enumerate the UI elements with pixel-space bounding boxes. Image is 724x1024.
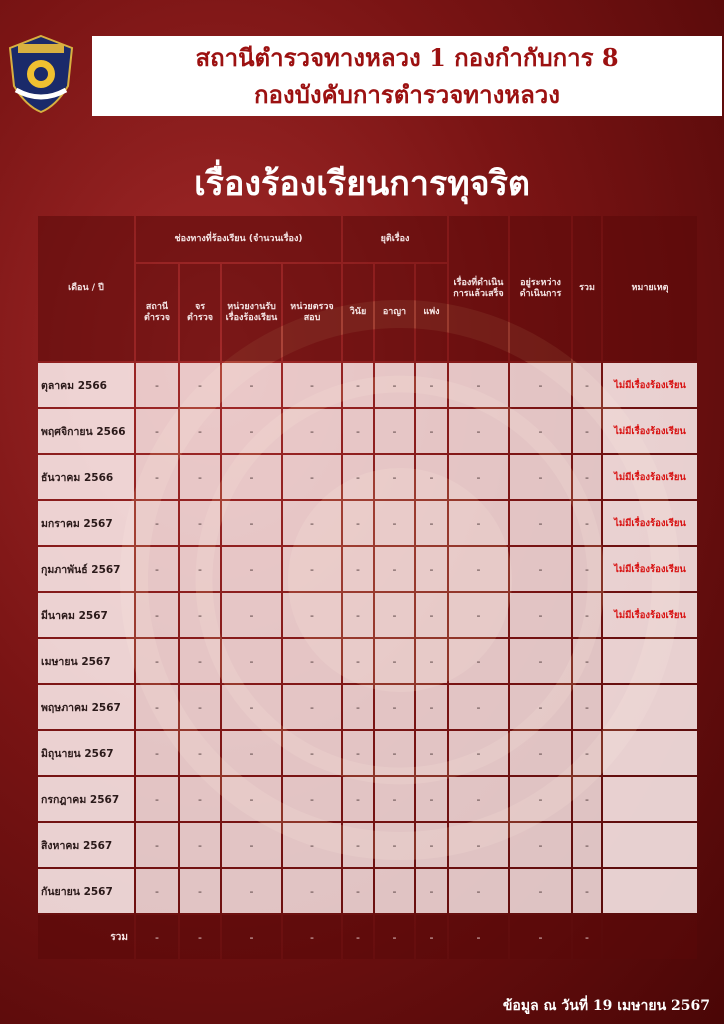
row-remark: ไม่มีเรื่องร้องเรียน: [603, 363, 697, 407]
row-month: ตุลาคม 2566: [38, 363, 134, 407]
table-cell: -: [573, 685, 601, 729]
table-cell: -: [343, 869, 373, 913]
channel-header-agency: หน่วยงานรับเรื่องร้องเรียน: [222, 264, 281, 361]
row-month: เมษายน 2567: [38, 639, 134, 683]
row-remark: ไม่มีเรื่องร้องเรียน: [603, 455, 697, 499]
table-cell: -: [136, 593, 178, 637]
table-cell: -: [136, 363, 178, 407]
table-cell: -: [573, 869, 601, 913]
month-header: เดือน / ปี: [38, 216, 134, 361]
table-cell: -: [375, 593, 414, 637]
table-cell: -: [222, 639, 281, 683]
terminate-header-discipline: วินัย: [343, 264, 373, 361]
table-cell: -: [416, 777, 447, 821]
table-cell: -: [375, 363, 414, 407]
table-cell: -: [510, 685, 571, 729]
table-cell: -: [449, 823, 508, 867]
total-cell: -: [136, 915, 178, 959]
row-remark: ไม่มีเรื่องร้องเรียน: [603, 547, 697, 591]
total-cell: -: [510, 915, 571, 959]
row-month: มกราคม 2567: [38, 501, 134, 545]
table-cell: -: [136, 409, 178, 453]
row-remark: ไม่มีเรื่องร้องเรียน: [603, 501, 697, 545]
table-cell: -: [573, 777, 601, 821]
completed-header: เรื่องที่ดำเนินการแล้วเสร็จ: [449, 216, 508, 361]
table-cell: -: [573, 639, 601, 683]
table-cell: -: [283, 501, 341, 545]
table-cell: -: [283, 455, 341, 499]
table-cell: -: [449, 869, 508, 913]
row-month: สิงหาคม 2567: [38, 823, 134, 867]
channel-header-patrol: จรตำรวจ: [180, 264, 220, 361]
table-cell: -: [136, 869, 178, 913]
terminate-header-civil: แพ่ง: [416, 264, 447, 361]
table-cell: -: [375, 547, 414, 591]
table-cell: -: [510, 777, 571, 821]
table-cell: -: [343, 501, 373, 545]
table-cell: -: [222, 777, 281, 821]
table-cell: -: [343, 731, 373, 775]
table-cell: -: [416, 869, 447, 913]
table-cell: -: [283, 731, 341, 775]
total-cell: -: [283, 915, 341, 959]
table-cell: -: [343, 363, 373, 407]
terminate-header-criminal: อาญา: [375, 264, 414, 361]
table-cell: -: [449, 593, 508, 637]
table-cell: -: [222, 409, 281, 453]
table-cell: -: [222, 685, 281, 729]
table-cell: -: [222, 363, 281, 407]
highway-police-logo: [6, 34, 76, 114]
row-remark: [603, 731, 697, 775]
table-cell: -: [416, 685, 447, 729]
channel-group-header: ช่องทางที่ร้องเรียน (จำนวนเรื่อง): [136, 216, 341, 262]
table-cell: -: [180, 869, 220, 913]
table-cell: -: [416, 593, 447, 637]
table-cell: -: [283, 639, 341, 683]
table-cell: -: [449, 363, 508, 407]
table-cell: -: [283, 409, 341, 453]
table-cell: -: [343, 639, 373, 683]
table-cell: -: [222, 455, 281, 499]
division-name: กองบังคับการตำรวจทางหลวง: [253, 80, 561, 109]
table-cell: -: [222, 823, 281, 867]
table-cell: -: [180, 777, 220, 821]
table-cell: -: [283, 823, 341, 867]
station-name: สถานีตำรวจทางหลวง 1 กองกำกับการ 8: [195, 43, 619, 72]
table-cell: -: [283, 685, 341, 729]
total-cell: -: [180, 915, 220, 959]
row-month: กรกฎาคม 2567: [38, 777, 134, 821]
header-box: [92, 36, 722, 116]
table-cell: -: [416, 409, 447, 453]
row-remark: [603, 869, 697, 913]
table-cell: -: [573, 409, 601, 453]
table-cell: -: [375, 777, 414, 821]
row-remark: ไม่มีเรื่องร้องเรียน: [603, 593, 697, 637]
table-cell: -: [136, 455, 178, 499]
table-cell: -: [510, 869, 571, 913]
table-cell: -: [573, 363, 601, 407]
table-cell: -: [573, 455, 601, 499]
remark-header: หมายเหตุ: [603, 216, 697, 361]
total-cell: -: [343, 915, 373, 959]
table-cell: -: [343, 777, 373, 821]
table-cell: -: [136, 685, 178, 729]
table-cell: -: [510, 363, 571, 407]
channel-header-station: สถานีตำรวจ: [136, 264, 178, 361]
table-cell: -: [136, 501, 178, 545]
table-cell: -: [343, 455, 373, 499]
table-cell: -: [375, 409, 414, 453]
in-progress-header: อยู่ระหว่างดำเนินการ: [510, 216, 571, 361]
table-cell: -: [416, 455, 447, 499]
row-remark: [603, 777, 697, 821]
terminate-group-header: ยุติเรื่อง: [343, 216, 447, 262]
table-cell: -: [343, 409, 373, 453]
table-cell: -: [136, 731, 178, 775]
table-cell: -: [222, 547, 281, 591]
table-cell: -: [180, 501, 220, 545]
table-cell: -: [375, 685, 414, 729]
table-cell: -: [180, 455, 220, 499]
table-cell: -: [136, 777, 178, 821]
total-cell: -: [573, 915, 601, 959]
table-cell: -: [375, 823, 414, 867]
table-cell: -: [416, 547, 447, 591]
table-cell: -: [449, 685, 508, 729]
table-cell: -: [375, 731, 414, 775]
table-cell: -: [283, 593, 341, 637]
table-cell: -: [375, 869, 414, 913]
table-cell: -: [510, 593, 571, 637]
table-cell: -: [449, 639, 508, 683]
table-cell: -: [416, 501, 447, 545]
table-cell: -: [375, 639, 414, 683]
table-cell: -: [416, 823, 447, 867]
row-remark: [603, 639, 697, 683]
row-remark: [603, 823, 697, 867]
table-cell: -: [180, 363, 220, 407]
total-cell: -: [416, 915, 447, 959]
table-cell: -: [222, 501, 281, 545]
table-cell: -: [416, 363, 447, 407]
table-cell: -: [180, 823, 220, 867]
table-cell: -: [510, 823, 571, 867]
table-cell: -: [283, 869, 341, 913]
total-header: รวม: [573, 216, 601, 361]
table-cell: -: [375, 455, 414, 499]
data-date-footer: ข้อมูล ณ วันที่ 19 เมษายน 2567: [502, 998, 710, 1014]
total-cell: -: [449, 915, 508, 959]
row-month: มิถุนายน 2567: [38, 731, 134, 775]
table-cell: -: [573, 823, 601, 867]
table-cell: -: [375, 501, 414, 545]
table-cell: -: [222, 593, 281, 637]
total-cell: [603, 915, 697, 959]
table-cell: -: [510, 731, 571, 775]
row-remark: [603, 685, 697, 729]
table-cell: -: [136, 823, 178, 867]
table-cell: -: [573, 593, 601, 637]
table-cell: -: [136, 547, 178, 591]
table-cell: -: [180, 547, 220, 591]
table-cell: -: [180, 731, 220, 775]
total-cell: -: [222, 915, 281, 959]
row-month: พฤศจิกายน 2566: [38, 409, 134, 453]
table-cell: -: [416, 639, 447, 683]
table-cell: -: [283, 547, 341, 591]
table-cell: -: [510, 409, 571, 453]
table-cell: -: [510, 639, 571, 683]
table-cell: -: [449, 455, 508, 499]
table-cell: -: [510, 501, 571, 545]
row-month: กุมภาพันธ์ 2567: [38, 547, 134, 591]
channel-header-audit: หน่วยตรวจสอบ: [283, 264, 341, 361]
total-row-label: รวม: [38, 915, 134, 959]
table-cell: -: [573, 501, 601, 545]
table-cell: -: [573, 731, 601, 775]
row-month: กันยายน 2567: [38, 869, 134, 913]
complaint-table: [38, 216, 697, 959]
table-cell: -: [136, 639, 178, 683]
row-month: พฤษภาคม 2567: [38, 685, 134, 729]
table-cell: -: [283, 363, 341, 407]
table-cell: -: [222, 869, 281, 913]
row-month: ธันวาคม 2566: [38, 455, 134, 499]
table-cell: -: [449, 731, 508, 775]
table-cell: -: [180, 685, 220, 729]
table-cell: -: [283, 777, 341, 821]
row-month: มีนาคม 2567: [38, 593, 134, 637]
page-title: เรื่องร้องเรียนการทุจริต: [194, 164, 530, 204]
table-cell: -: [449, 409, 508, 453]
table-cell: -: [343, 685, 373, 729]
table-cell: -: [180, 593, 220, 637]
table-cell: -: [180, 639, 220, 683]
total-cell: -: [375, 915, 414, 959]
table-cell: -: [222, 731, 281, 775]
table-cell: -: [343, 823, 373, 867]
table-cell: -: [510, 455, 571, 499]
table-cell: -: [449, 547, 508, 591]
table-cell: -: [449, 777, 508, 821]
table-cell: -: [573, 547, 601, 591]
table-cell: -: [449, 501, 508, 545]
table-cell: -: [343, 547, 373, 591]
table-cell: -: [510, 547, 571, 591]
table-cell: -: [416, 731, 447, 775]
table-cell: -: [180, 409, 220, 453]
table-cell: -: [343, 593, 373, 637]
row-remark: ไม่มีเรื่องร้องเรียน: [603, 409, 697, 453]
